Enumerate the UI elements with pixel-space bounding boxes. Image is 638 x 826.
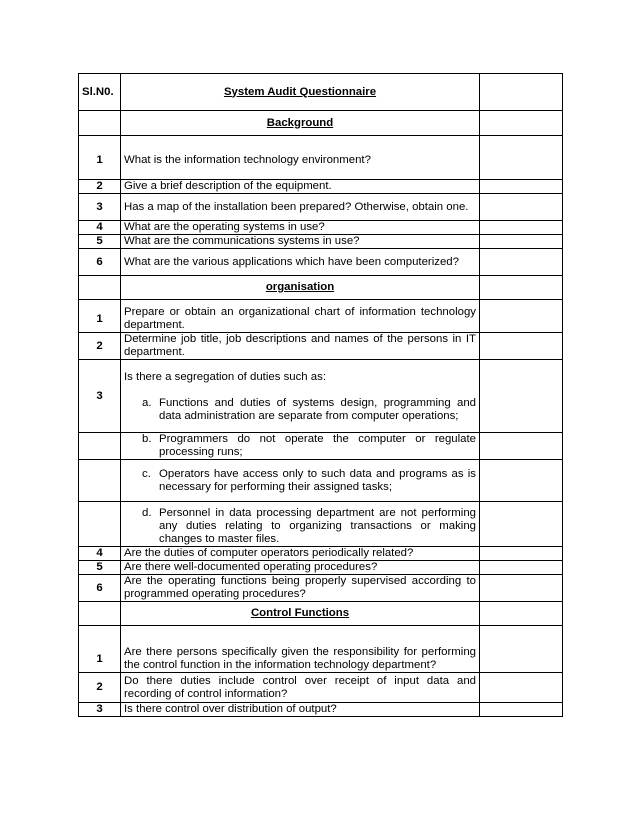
- table-row: [79, 433, 563, 460]
- row-number: 2: [79, 673, 121, 703]
- table-row: [79, 561, 563, 575]
- table-row: [79, 547, 563, 561]
- serial-header: Sl.N0.: [79, 74, 121, 111]
- table-row: [79, 235, 563, 249]
- row-number: 3: [79, 703, 121, 717]
- question-text: Prepare or obtain an organizational chart of information technology department.: [121, 300, 480, 333]
- list-text: Programmers do not operate the computer or regulate processing runs;: [159, 433, 476, 458]
- list-item: [124, 433, 476, 459]
- table-row: [79, 221, 563, 235]
- question-text: Are there persons specifically given the responsibility for performing the control function in the information technology department?: [121, 626, 480, 673]
- question-text: Is there control over distribution of output?: [121, 703, 480, 717]
- page-title: System Audit Questionnaire: [121, 74, 480, 111]
- section-row: [79, 276, 563, 300]
- header-row: [79, 74, 563, 111]
- row-number: 6: [79, 575, 121, 602]
- section-background: Background: [121, 111, 480, 136]
- row-number: 4: [79, 547, 121, 561]
- question-text: Determine job title, job descriptions and names of the persons in IT department.: [121, 333, 480, 360]
- table-row: [79, 703, 563, 717]
- list-text: Operators have access only to such data and programs as is necessary for performing their assigned tasks;: [159, 468, 476, 493]
- question-text: What are the operating systems in use?: [121, 221, 480, 235]
- list-letter: c.: [142, 468, 151, 480]
- question-cell: [121, 502, 480, 547]
- list-text: Functions and duties of systems design, programming and data administration are separate from computer operations;: [159, 397, 476, 422]
- table-row: [79, 626, 563, 673]
- question-text: Are there well-documented operating procedures?: [121, 561, 480, 575]
- remarks-cell: [480, 74, 563, 111]
- table-row: [79, 333, 563, 360]
- question-text: Are the duties of computer operators periodically related?: [121, 547, 480, 561]
- table-row: [79, 249, 563, 276]
- row-number: 1: [79, 626, 121, 673]
- question-text: Is there a segregation of duties such as:: [124, 371, 326, 383]
- row-number: 5: [79, 561, 121, 575]
- table-row: [79, 180, 563, 194]
- question-cell: [121, 433, 480, 460]
- question-text: Has a map of the installation been prepared? Otherwise, obtain one.: [121, 194, 480, 221]
- row-number: 5: [79, 235, 121, 249]
- row-number: 1: [79, 300, 121, 333]
- row-number: 4: [79, 221, 121, 235]
- list-letter: b.: [142, 433, 152, 445]
- table-row: [79, 300, 563, 333]
- question-text: What are the various applications which have been computerized?: [121, 249, 480, 276]
- list-item: [124, 507, 476, 546]
- list-letter: a.: [142, 397, 152, 409]
- section-row: [79, 111, 563, 136]
- question-text: Do there duties include control over receipt of input data and recording of control information?: [121, 673, 480, 703]
- list-letter: d.: [142, 507, 152, 519]
- table-row: [79, 460, 563, 502]
- table-row: [79, 575, 563, 602]
- question-text: What is the information technology environment?: [121, 136, 480, 180]
- question-cell: [121, 460, 480, 502]
- section-control-functions: Control Functions: [121, 602, 480, 626]
- section-organisation: organisation: [121, 276, 480, 300]
- list-text: Personnel in data processing department are not performing any duties relating to organizing transactions or making changes to master files.: [159, 507, 476, 545]
- question-cell: [121, 360, 480, 433]
- section-row: [79, 602, 563, 626]
- row-number: 2: [79, 333, 121, 360]
- list-item: [124, 397, 476, 423]
- row-number: 1: [79, 136, 121, 180]
- row-number: 2: [79, 180, 121, 194]
- table-row: [79, 136, 563, 180]
- table-row: [79, 502, 563, 547]
- table-row: [79, 194, 563, 221]
- question-text: What are the communications systems in use?: [121, 235, 480, 249]
- question-text: Give a brief description of the equipment.: [121, 180, 480, 194]
- table-row: [79, 360, 563, 433]
- questionnaire-table: [78, 73, 563, 717]
- question-text: Are the operating functions being properly supervised according to programmed operating procedures?: [121, 575, 480, 602]
- row-number: 3: [79, 360, 121, 433]
- row-number: 6: [79, 249, 121, 276]
- row-number: 3: [79, 194, 121, 221]
- table-row: [79, 673, 563, 703]
- list-item: [124, 468, 476, 494]
